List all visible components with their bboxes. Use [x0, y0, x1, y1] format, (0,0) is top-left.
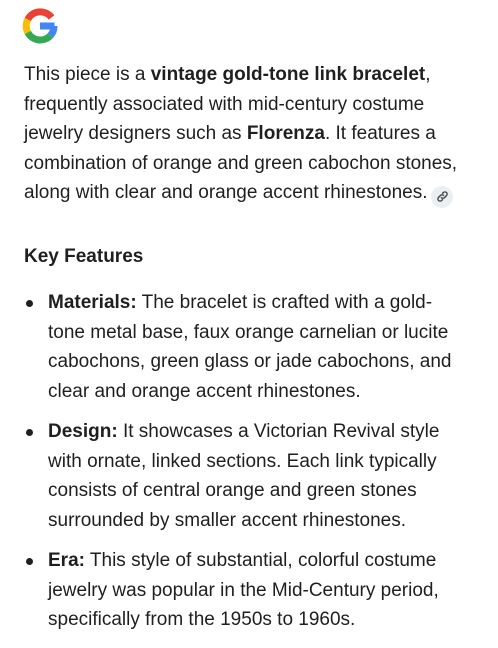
intro-bold-bracelet: vintage gold-tone link bracelet: [150, 64, 426, 85]
link-icon: [436, 190, 449, 203]
feature-text: This style of substantial, colorful costume jewelry was popular in the Mid-Century period, specifically from the 1950s to 1960s.: [48, 550, 439, 630]
feature-era: [24, 546, 464, 635]
section-title-key-features: Key Features: [24, 246, 144, 267]
intro-text-3: . It features a combination of orange and green cabochon stones, along with clear and orange accent rhinestones.: [24, 123, 458, 203]
feature-text: The bracelet is crafted with a gold-tone metal base, faux orange carnelian or lucite cabochons, green glass or jade cabochons, and clear and orange accent rhinestones.: [48, 292, 452, 402]
source-link-button[interactable]: [431, 186, 453, 208]
intro-bold-designer: Florenza: [246, 123, 325, 144]
feature-term: Design:: [48, 421, 118, 442]
intro-paragraph: [24, 60, 480, 208]
bullet-icon: [26, 429, 33, 436]
feature-text: It showcases a Victorian Revival style with ornate, linked sections. Each link typically consists of central orange and green stones surrounded by smaller accent rhinestones.: [48, 421, 440, 531]
bullet-icon: [26, 300, 33, 307]
intro-text-2: , frequently associated with mid-century costume jewelry designers such as: [24, 64, 431, 144]
feature-design: [24, 417, 464, 535]
feature-term: Era:: [48, 550, 85, 571]
bullet-icon: [26, 558, 33, 565]
google-logo-icon: [22, 8, 58, 44]
feature-materials: [24, 288, 464, 406]
intro-text-1: This piece is a: [24, 64, 151, 85]
feature-term: Materials:: [48, 292, 137, 313]
features-list: [24, 288, 464, 646]
